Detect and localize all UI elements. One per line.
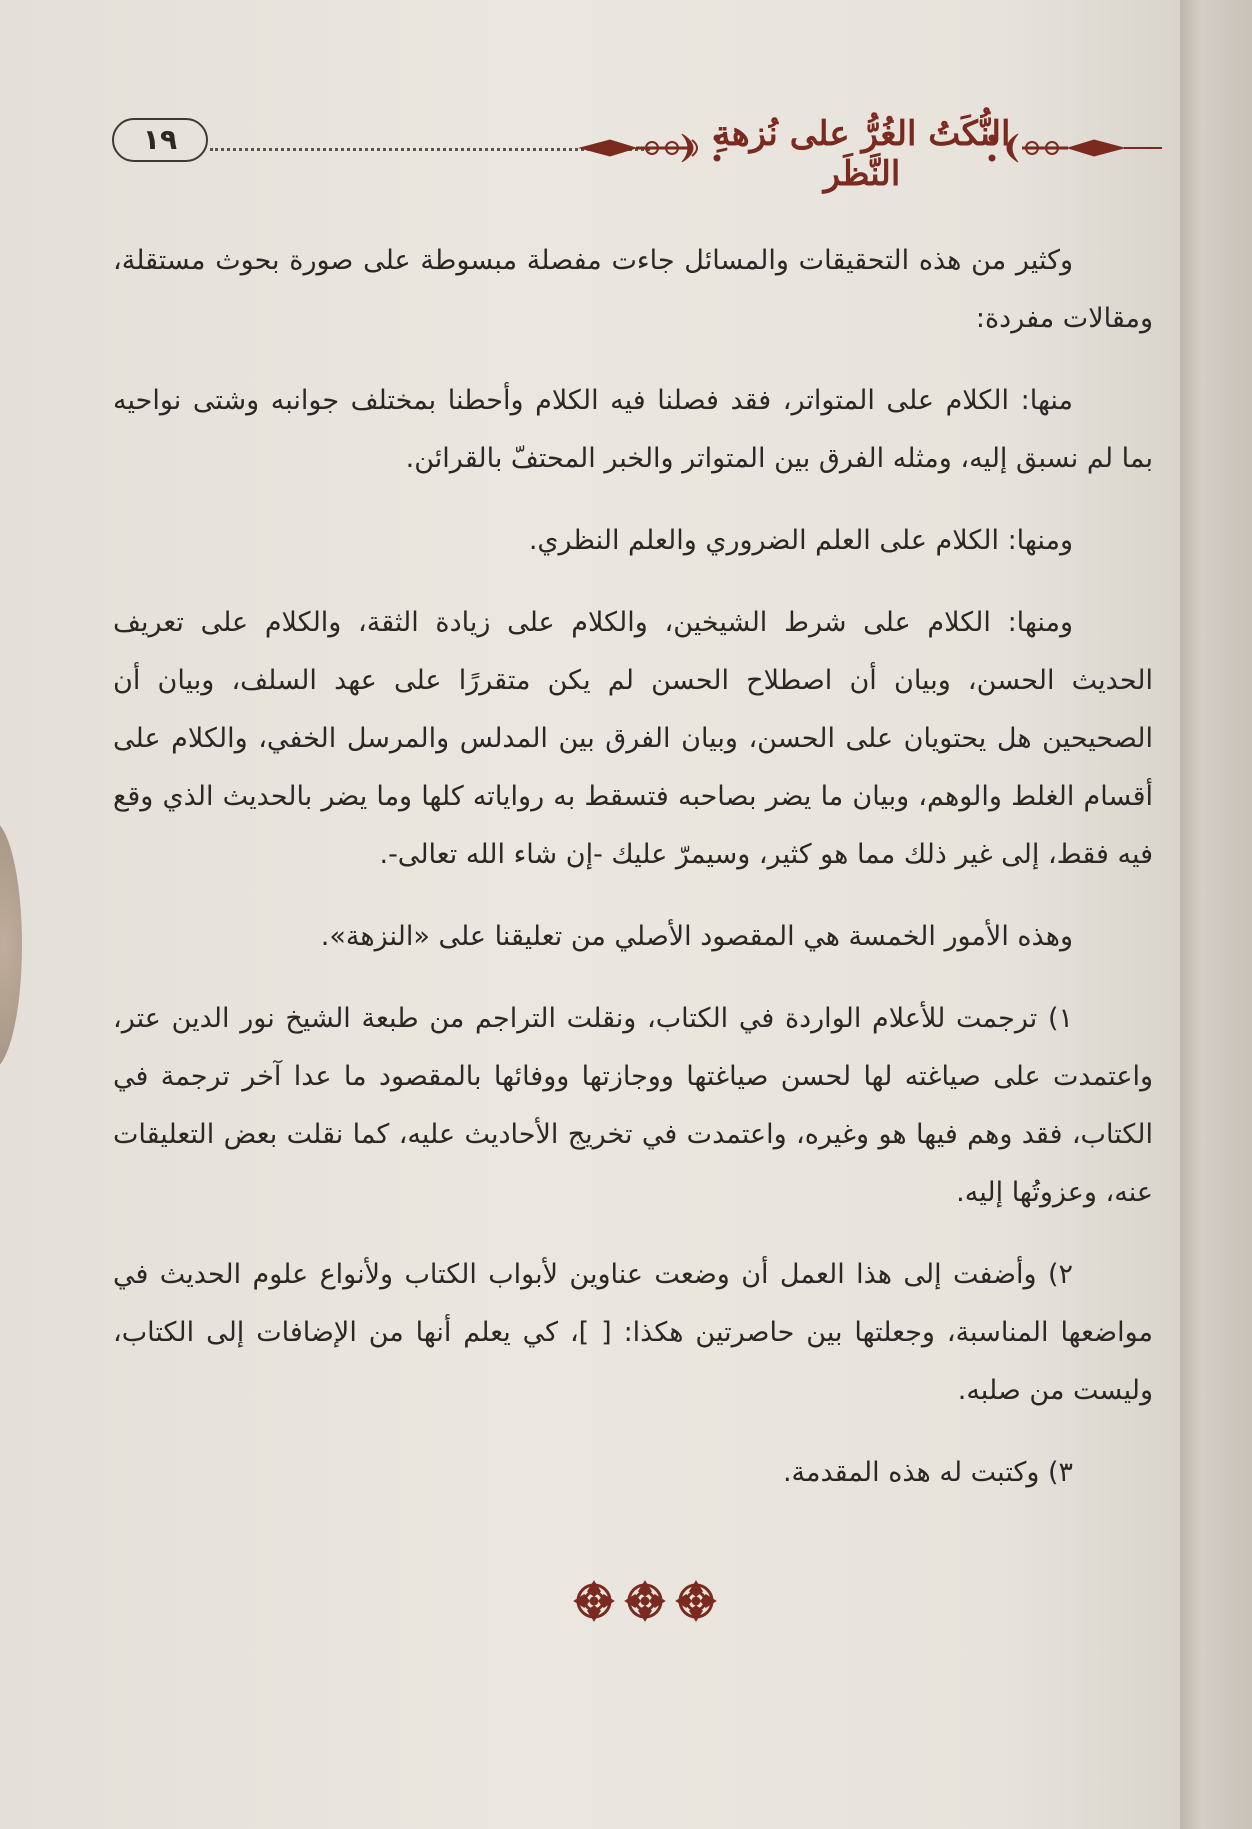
paragraph: وهذه الأمور الخمسة هي المقصود الأصلي من تعليقنا على «النزهة». (320, 921, 1073, 952)
rosette-icon (570, 1578, 720, 1624)
paragraph: وكثير من هذه التحقيقات والمسائل جاءت مفصلة مبسوطة على صورة بحوث مستقلة، ومقالات مفردة: (113, 245, 1153, 334)
page-header (112, 112, 1152, 194)
running-title: النُّكَتُ الغُرُّ على نُزهةِ النَّظَر (713, 114, 1011, 194)
body-text (113, 232, 1153, 1526)
paragraph: ٣) وكتبت له هذه المقدمة. (782, 1457, 1073, 1488)
paragraph: ومنها: الكلام على العلم الضروري والعلم النظري. (528, 525, 1073, 556)
book-page-edge (1180, 0, 1252, 1829)
paragraph: ٢) وأضفت إلى هذا العمل أن وضعت عناوين لأبواب الكتاب ولأنواع علوم الحديث في مواضعها المناسبة، وجعلتها بين حاصرتين هكذا: [ ]، كي يعلم أنها من الإضافات إلى الكتاب، وليست من صلبه. (113, 1259, 1153, 1406)
facing-page-curl (0, 820, 22, 1070)
page-number: ١٩ (112, 118, 208, 162)
paragraph: ومنها: الكلام على شرط الشيخين، والكلام على زيادة الثقة، والكلام على تعريف الحديث الحسن، وبيان أن اصطلاح الحسن لم يكن متقررًا على عهد السلف، وبيان أن الصحيحين هل يحتويان على الحسن، وبيان الفرق بين المدلس والمرسل الخفي، والكلام على أقسام الغلط والوهم، وبيان ما يضر بصاحبه فتسقط به رواياته كلها وما يضر بالحديث الذي وقع فيه فقط، إلى غير ذلك مما هو كثير، وسيمرّ عليك -إن شاء الله تعالى-. (113, 607, 1153, 870)
paragraph: ١) ترجمت للأعلام الواردة في الكتاب، ونقلت التراجم من طبعة الشيخ نور الدين عتر، واعتمدت على صياغته لها لحسن صياغتها ووجازتها ووفائها بالمقصود ما عدا آخر ترجمة في الكتاب، فقد وهم فيها هو وغيره، واعتمدت في تخريج الأحاديث عليه، كما نقلت بعض التعليقات عنه، وعزوتُها إليه. (113, 1003, 1153, 1208)
paragraph: منها: الكلام على المتواتر، فقد فصلنا فيه الكلام وأحطنا بمختلف جوانبه وشتى نواحيه بما لم نسبق إليه، ومثله الفرق بين المتواتر والخبر المحتفّ بالقرائن. (113, 385, 1153, 474)
